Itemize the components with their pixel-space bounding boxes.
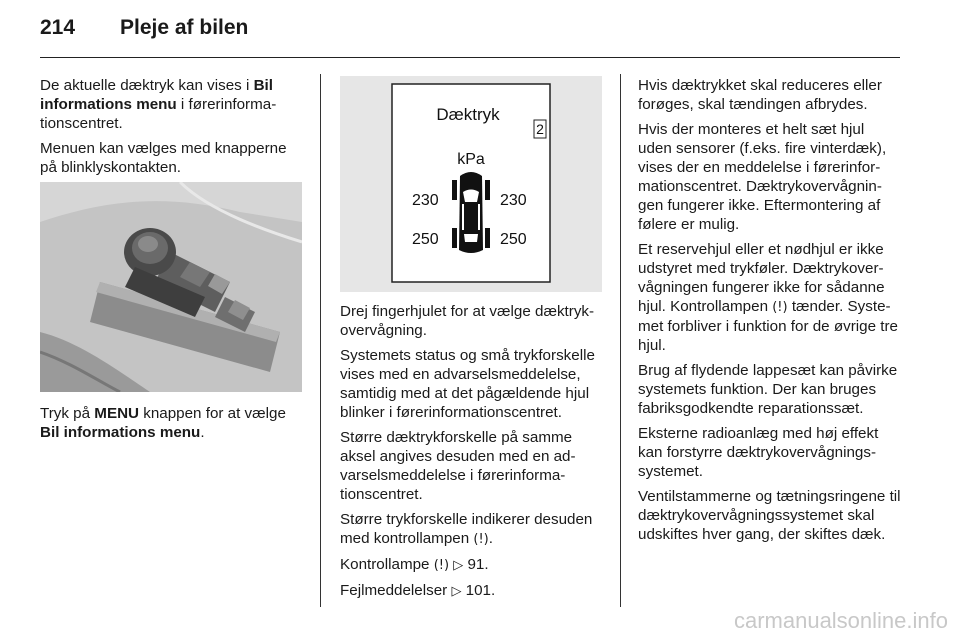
text: Kontrollampe [340, 556, 434, 573]
front-right-pressure: 230 [500, 192, 527, 209]
paragraph [340, 581, 604, 601]
menu-name: Bil informations menu [40, 77, 273, 113]
paragraph [340, 510, 604, 549]
paragraph: Brug af flydende lappesæt kan påvirke systemets funktion. Der kan bruges fabriksgodkendte reparationssæt. [638, 362, 898, 417]
display-title: Dæktryk [436, 105, 500, 124]
text: . [200, 424, 205, 441]
rear-left-pressure: 250 [412, 231, 439, 248]
watermark: carmanualsonline.info [733, 608, 948, 633]
page-header [40, 16, 248, 50]
header-rule [40, 57, 900, 58]
paragraph [340, 555, 604, 575]
column-2 [340, 76, 602, 616]
column-divider [320, 74, 321, 607]
text: Et reservehjul eller et nødhjul er ikke udstyret med trykføler. Dæktrykovervågningen fungerer ikke for sådanne hjul. Kontrollampen [638, 241, 885, 315]
paragraph [638, 240, 902, 355]
text: tænder. Systemet forbliver i funktion for de øvrige tre hjul. [638, 298, 898, 354]
text: Fejlmeddelelser [340, 582, 452, 599]
page-indicator: 2 [536, 121, 544, 137]
column-divider [620, 74, 621, 607]
rear-right-pressure: 250 [500, 231, 527, 248]
tpms-warning-icon: (!) [473, 532, 489, 547]
text: . [488, 530, 493, 547]
paragraph: Drej fingerhjulet for at vælge dæktrykovervågning. [340, 303, 595, 339]
stalk-drawing [40, 182, 302, 392]
paragraph: Eksterne radioanlæg med høj effekt kan forstyrre dæktrykovervågningssystemet. [638, 425, 879, 480]
menu-button-name: MENU [94, 405, 140, 422]
text: Tryk på [40, 405, 95, 422]
text: Større trykforskelle indikerer desuden med kontrollampen [340, 511, 593, 547]
paragraph: Systemets status og små trykforskelle vises med en advarselsmeddelelse, samtidig med at det pågældende hjul blinker i førerinformationscentret. [340, 347, 595, 421]
text: De aktuelle dæktryk kan vises i [40, 77, 254, 94]
page-reference-icon: ▷ [451, 584, 462, 599]
page-reference: 101. [461, 582, 496, 599]
chapter-title: Pleje af bilen [120, 16, 249, 39]
paragraph [40, 76, 302, 133]
page-number: 214 [40, 16, 76, 39]
column-2-text [340, 302, 604, 607]
paragraph: Ventilstammerne og tætningsringene til dæktrykovervågningssystemet skal udskiftes hver gang, der skiftes dæk. [638, 488, 901, 543]
paragraph: Større dæktrykforskelle på samme aksel angives desuden med en advarselsmeddelelse i førerinformationscentret. [340, 429, 576, 503]
turn-signal-stalk-illustration [40, 182, 302, 392]
text: knappen for at vælge [139, 405, 286, 422]
paragraph: Hvis dæktrykket skal reduceres eller forøges, skal tændingen afbrydes. [638, 77, 882, 113]
column-3 [638, 76, 902, 550]
tpms-warning-icon: (!) [433, 558, 450, 573]
paragraph: Hvis der monteres et helt sæt hjul uden sensorer (f.eks. fire vinterdæk), vises der en meddelelse i førerinformationscentret. Dæktrykovervågningen fungerer ikke. Eftermontering af følere er mulig. [638, 121, 887, 233]
tpms-warning-icon: (!) [772, 300, 788, 315]
text: i førerinformationscentret. [40, 96, 277, 132]
page-reference: 91. [463, 556, 489, 573]
paragraph: Menuen kan vælges med knapperne på blinklyskontakten. [40, 140, 287, 176]
menu-name: Bil informations menu [40, 424, 201, 441]
paragraph [40, 404, 302, 442]
display-unit: kPa [457, 151, 485, 168]
front-left-pressure: 230 [412, 192, 439, 209]
page-reference-icon: ▷ [449, 558, 464, 573]
